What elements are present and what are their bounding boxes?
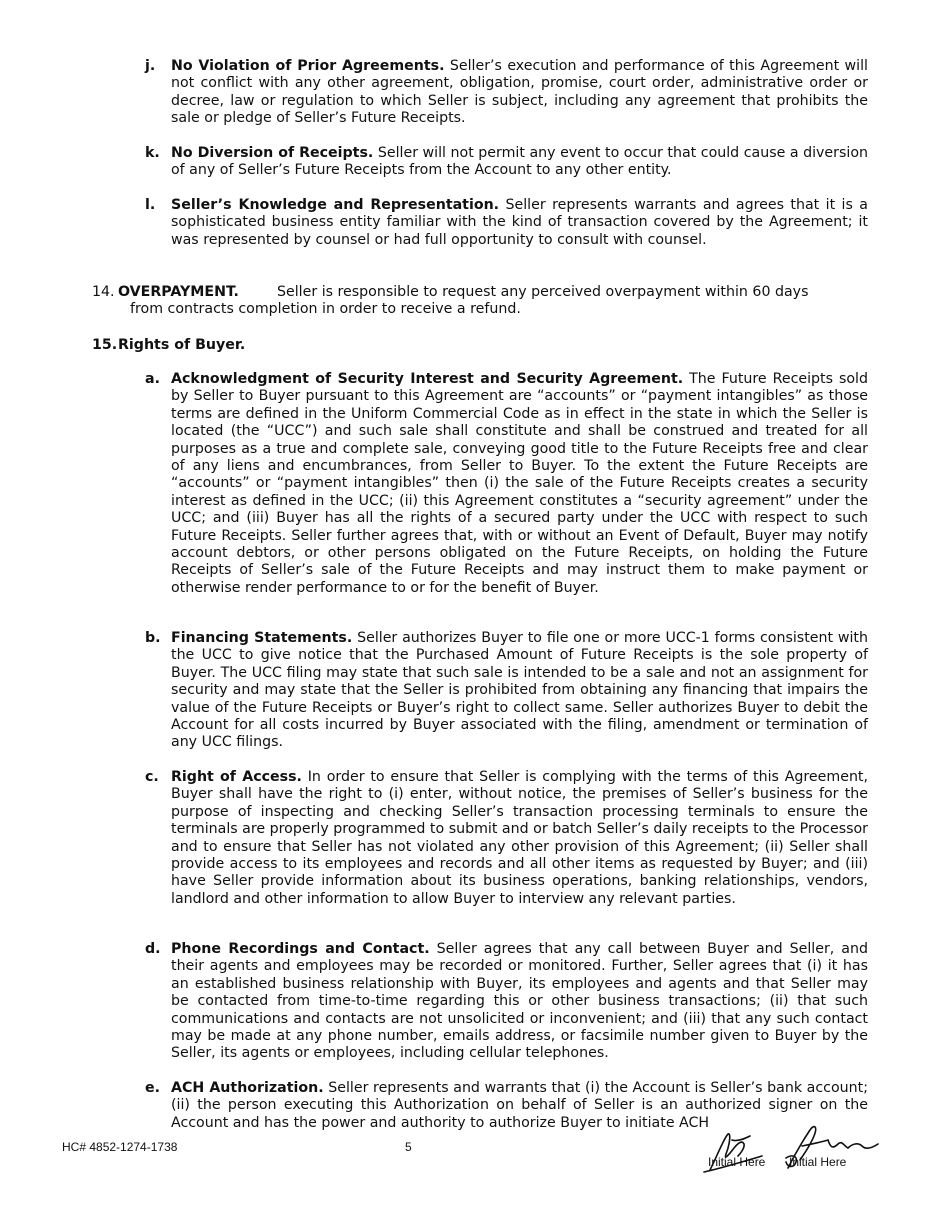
section-14-line-2: from contracts completion in order to receive a refund.: [130, 301, 521, 317]
item-b-title: Financing Statements.: [171, 630, 353, 646]
document-id: HC# 4852-1274-1738: [62, 1140, 178, 1154]
item-c-text: In order to ensure that Seller is complying with the terms of this Agreement, Buyer shall have the right to (i) enter, without notice, the premises of Seller’s business for the purpose of inspecting and checking Seller’s transaction processing terminals to ensure the terminals are properly programmed to submit and or batch Seller’s daily receipts to the Processor and to ensure that Seller has not violated any other provision of this Agreement; (ii) Seller shall provide access to its employees and records and all other items as requested by Buyer; and (iii) have Seller provide information about its business operations, banking relationships, vendors, landlord and other information to allow Buyer to interview any relevant parties.: [171, 769, 869, 907]
item-c-paragraph: [171, 769, 868, 908]
item-l-letter: l.: [145, 197, 156, 213]
item-c-title: Right of Access.: [171, 769, 302, 785]
item-j-paragraph: [171, 58, 868, 128]
item-e-title: ACH Authorization.: [171, 1080, 324, 1096]
item-e-letter: e.: [145, 1080, 161, 1096]
initial-here-label-1: Initial Here: [708, 1155, 766, 1169]
item-c-letter: c.: [145, 769, 159, 785]
item-l-title: Seller’s Knowledge and Representation.: [171, 197, 500, 213]
item-a-paragraph: [171, 371, 868, 597]
initial-signature-1-icon: [698, 1126, 772, 1178]
item-j-text: Seller’s execution and performance of this Agreement will not conflict with any other agreement, obligation, promise, court order, administrative order or decree, law or regulation to which Seller is subject, including any agreement that prohibits the sale or pledge of Seller’s Future Receipts.: [171, 58, 868, 127]
item-j-title: No Violation of Prior Agreements.: [171, 58, 445, 74]
item-k-title: No Diversion of Receipts.: [171, 145, 374, 161]
item-d-title: Phone Recordings and Contact.: [171, 941, 430, 957]
item-k-paragraph: [171, 145, 868, 180]
item-l-paragraph: [171, 197, 868, 249]
item-l-text: Seller represents warrants and agrees that it is a sophisticated business entity familiar with the kind of transaction covered by the Agreement; it was represented by counsel or had full opportunity to consult with counsel.: [171, 197, 868, 248]
item-d-text: Seller agrees that any call between Buyer and Seller, and their agents and employees may be recorded or monitored. Further, Seller agrees that (i) it has an established business relationship with Buyer, its employees and agents and that Seller may be contacted from time-to-time regarding this or other business transactions; (ii) that such communications and contacts are not unsolicited or inconvenient; and (iii) that any such contact may be made at any phone number, emails address, or facsimile number given to Buyer by the Seller, its agents or employees, including cellular telephones.: [171, 941, 868, 1062]
item-a-letter: a.: [145, 371, 160, 387]
item-b-letter: b.: [145, 630, 161, 646]
item-a-text: The Future Receipts sold by Seller to Buyer pursuant to this Agreement are “accounts” or “payment intangibles” as those terms are defined in the Uniform Commercial Code as in effect in the state in which the Seller is located (the “UCC”) and such sale shall constitute and shall be construed and treated for all purposes as a true and complete sale, conveying good title to the Future Receipts free and clear of any liens and encumbrances, from Seller to Buyer. To the extent the Future Receipts are “accounts” or “payment intangibles” then (i) the sale of the Future Receipts creates a security interest as defined in the UCC; (ii) this Agreement constitutes a “security agreement” under the UCC; and (iii) Buyer has all the rights of a secured party under the UCC with respect to such Future Receipts. Seller further agrees that, with or without an Event of Default, Buyer may notify account debtors, or other persons obligated on the Future Receipts, on holding the Future Receipts of Seller’s sale of the Future Receipts and may instruct them to make payment or otherwise render performance to or for the benefit of Buyer.: [171, 371, 868, 596]
item-k-letter: k.: [145, 145, 160, 161]
section-14-number: 14.: [92, 284, 115, 300]
item-b-paragraph: [171, 630, 868, 752]
item-e-text: Seller represents and warrants that (i) the Account is Seller’s bank account; (ii) the person executing this Authorization on behalf of Seller is an authorized signer on the Account and has the power and authority to authorize Buyer to initiate ACH: [171, 1080, 868, 1131]
item-a-title: Acknowledgment of Security Interest and Security Agreement.: [171, 371, 684, 387]
section-15-title: Rights of Buyer.: [118, 337, 246, 353]
item-e-paragraph: [171, 1080, 868, 1132]
item-b-text: Seller authorizes Buyer to file one or more UCC-1 forms consistent with the UCC to give notice that the Purchased Amount of Future Receipts is the sole property of Buyer. The UCC filing may state that such sale is intended to be a sale and not an assignment for security and may state that the Seller is prohibited from obtaining any financing that impairs the value of the Future Receipts or Buyer’s right to collect same. Seller authorizes Buyer to debit the Account for all costs incurred by Buyer associated with the filing, amendment or termination of any UCC filings.: [171, 630, 868, 751]
item-k-text: Seller will not permit any event to occur that could cause a diversion of any of Seller’s Future Receipts from the Account to any other entity.: [171, 145, 868, 179]
section-15-number: 15.: [92, 337, 118, 353]
section-14-title: OVERPAYMENT.: [118, 284, 239, 300]
item-j-letter: j.: [145, 58, 156, 74]
page-number: 5: [405, 1140, 412, 1154]
item-d-paragraph: [171, 941, 868, 1063]
initial-here-label-2: Initial Here: [789, 1155, 847, 1169]
section-14-line-1: Seller is responsible to request any perceived overpayment within 60 days: [277, 284, 809, 300]
item-d-letter: d.: [145, 941, 161, 957]
